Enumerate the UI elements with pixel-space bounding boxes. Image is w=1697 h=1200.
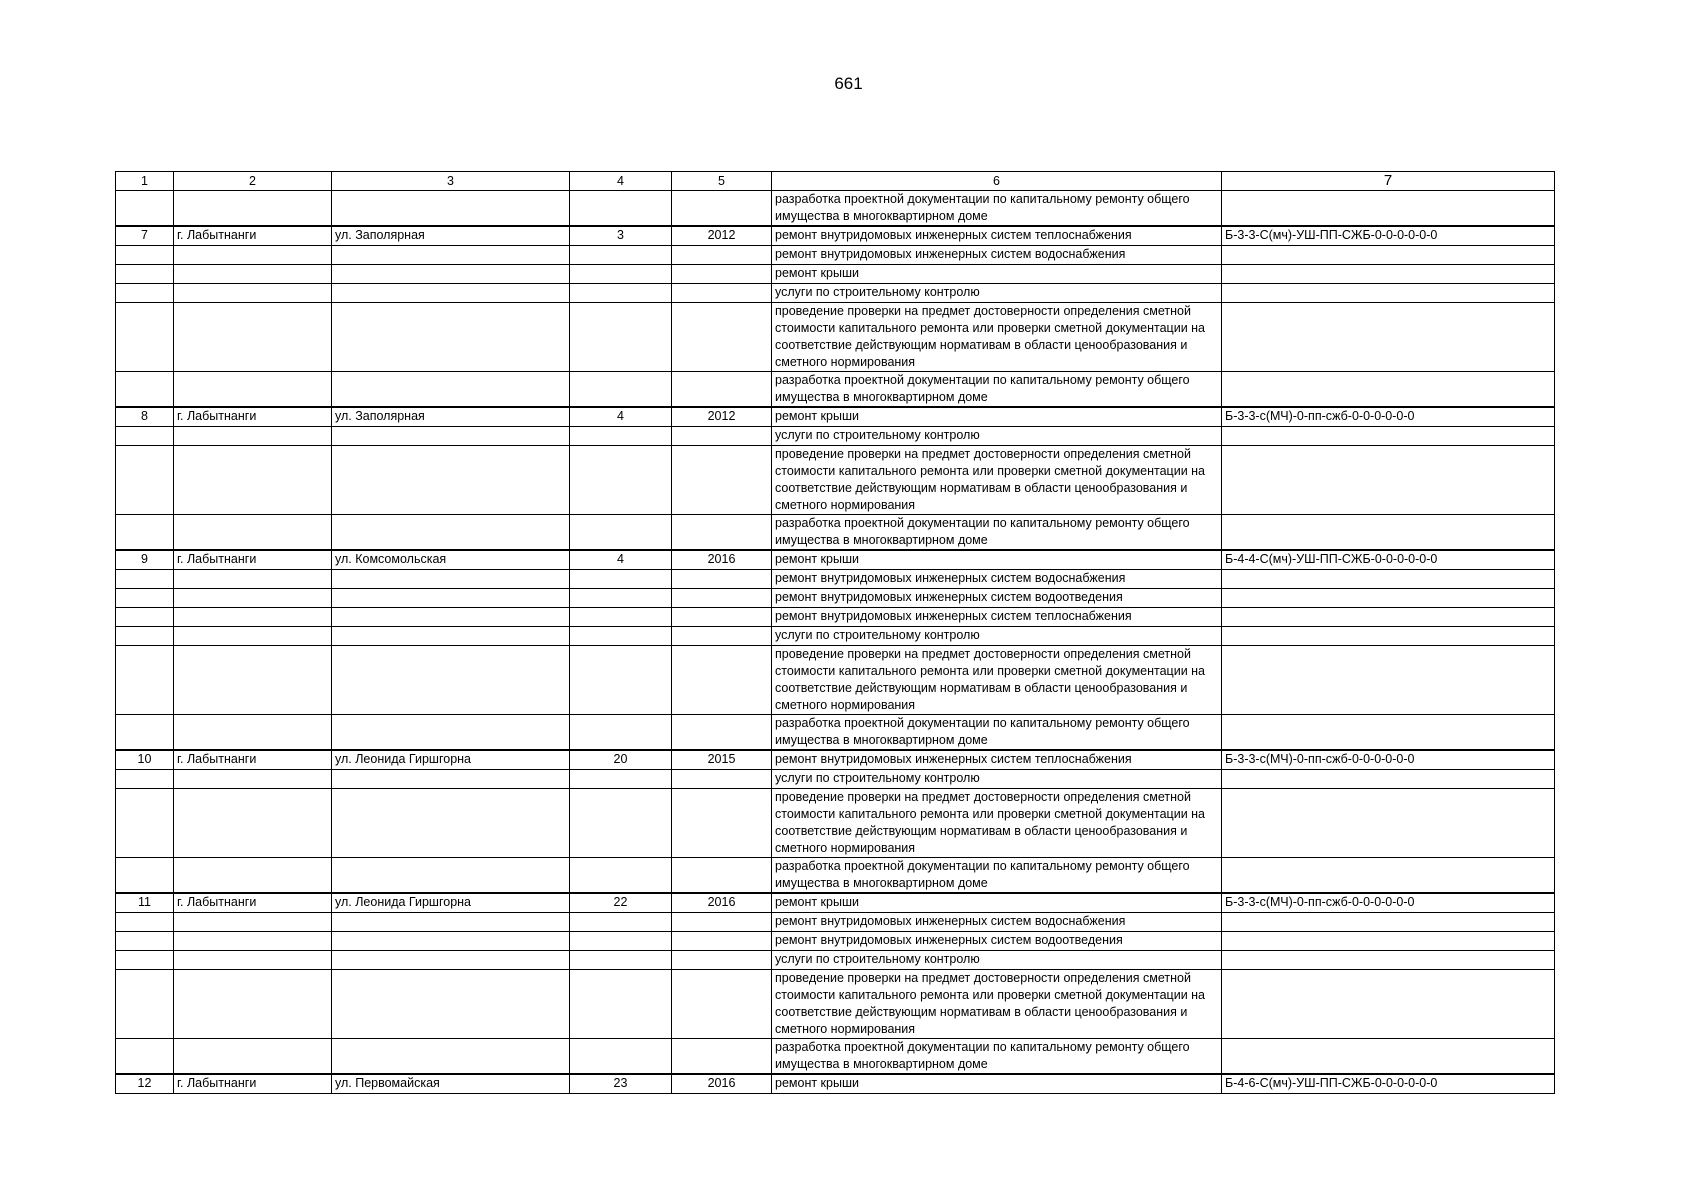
house-number-cell: 23	[570, 1074, 672, 1094]
house-number-cell	[570, 646, 672, 715]
street-cell: ул. Комсомольская	[332, 550, 570, 570]
building-code-cell	[1222, 646, 1555, 715]
work-type-cell: проведение проверки на предмет достоверности определения сметной стоимости капитального ремонта или проверки сметной документации на соответствие действующим нормативам в области ценообразования и сметного нормирования	[772, 303, 1222, 372]
table-row	[116, 789, 1555, 858]
street-cell: ул. Заполярная	[332, 226, 570, 246]
work-type-cell: разработка проектной документации по капитальному ремонту общего имущества в многоквартирном доме	[772, 1039, 1222, 1075]
work-type-cell: ремонт внутридомовых инженерных систем водоснабжения	[772, 246, 1222, 265]
house-number-cell	[570, 770, 672, 789]
year-cell	[672, 715, 772, 751]
building-code-cell: Б-3-3-с(МЧ)-0-пп-сжб-0-0-0-0-0-0	[1222, 750, 1555, 770]
house-number-cell	[570, 932, 672, 951]
building-code-cell	[1222, 951, 1555, 970]
building-code-cell	[1222, 789, 1555, 858]
house-number-cell	[570, 570, 672, 589]
house-number-cell	[570, 1039, 672, 1075]
row-number-cell	[116, 913, 174, 932]
city-cell: г. Лабытнанги	[174, 750, 332, 770]
year-cell: 2012	[672, 407, 772, 427]
street-cell	[332, 932, 570, 951]
street-cell	[332, 789, 570, 858]
house-number-cell	[570, 515, 672, 551]
table-row	[116, 446, 1555, 515]
city-cell: г. Лабытнанги	[174, 893, 332, 913]
row-number-cell	[116, 858, 174, 894]
year-cell	[672, 515, 772, 551]
city-cell	[174, 858, 332, 894]
work-type-cell: ремонт крыши	[772, 407, 1222, 427]
column-header-2: 2	[174, 172, 332, 191]
house-number-cell	[570, 446, 672, 515]
year-cell	[672, 1039, 772, 1075]
house-number-cell: 4	[570, 550, 672, 570]
city-cell	[174, 932, 332, 951]
building-code-cell	[1222, 858, 1555, 894]
year-cell: 2015	[672, 750, 772, 770]
work-type-cell: разработка проектной документации по капитальному ремонту общего имущества в многоквартирном доме	[772, 372, 1222, 408]
building-code-cell: Б-3-3-С(мч)-УШ-ПП-СЖБ-0-0-0-0-0-0	[1222, 226, 1555, 246]
building-code-cell	[1222, 932, 1555, 951]
year-cell	[672, 191, 772, 227]
year-cell	[672, 589, 772, 608]
year-cell	[672, 372, 772, 408]
building-code-cell: Б-4-6-С(мч)-УШ-ПП-СЖБ-0-0-0-0-0-0	[1222, 1074, 1555, 1094]
table-row	[116, 589, 1555, 608]
table-row	[116, 750, 1555, 770]
table-row	[116, 427, 1555, 446]
building-code-cell	[1222, 715, 1555, 751]
building-code-cell	[1222, 372, 1555, 408]
work-type-cell: услуги по строительному контролю	[772, 284, 1222, 303]
building-code-cell	[1222, 589, 1555, 608]
city-cell: г. Лабытнанги	[174, 407, 332, 427]
street-cell	[332, 427, 570, 446]
city-cell	[174, 627, 332, 646]
column-header-5: 5	[672, 172, 772, 191]
house-number-cell	[570, 589, 672, 608]
table-row	[116, 191, 1555, 227]
year-cell	[672, 246, 772, 265]
street-cell	[332, 191, 570, 227]
house-number-cell	[570, 715, 672, 751]
city-cell: г. Лабытнанги	[174, 550, 332, 570]
street-cell	[332, 372, 570, 408]
street-cell	[332, 515, 570, 551]
table-row	[116, 372, 1555, 408]
work-type-cell: разработка проектной документации по капитальному ремонту общего имущества в многоквартирном доме	[772, 515, 1222, 551]
city-cell	[174, 191, 332, 227]
table-row	[116, 226, 1555, 246]
street-cell: ул. Заполярная	[332, 407, 570, 427]
house-number-cell	[570, 284, 672, 303]
work-type-cell: разработка проектной документации по капитальному ремонту общего имущества в многоквартирном доме	[772, 191, 1222, 227]
city-cell	[174, 646, 332, 715]
building-code-cell: Б-3-3-с(МЧ)-0-пп-сжб-0-0-0-0-0-0	[1222, 407, 1555, 427]
row-number-cell	[116, 932, 174, 951]
year-cell: 2012	[672, 226, 772, 246]
table-row	[116, 407, 1555, 427]
work-type-cell: ремонт внутридомовых инженерных систем водоотведения	[772, 589, 1222, 608]
work-type-cell: услуги по строительному контролю	[772, 770, 1222, 789]
table-row	[116, 913, 1555, 932]
repair-register-table	[115, 171, 1555, 1094]
city-cell	[174, 570, 332, 589]
table-row	[116, 246, 1555, 265]
building-code-cell	[1222, 1039, 1555, 1075]
year-cell	[672, 570, 772, 589]
year-cell	[672, 446, 772, 515]
table-row	[116, 970, 1555, 1039]
work-type-cell: ремонт крыши	[772, 550, 1222, 570]
table-row	[116, 646, 1555, 715]
row-number-cell	[116, 646, 174, 715]
work-type-cell: ремонт внутридомовых инженерных систем теплоснабжения	[772, 608, 1222, 627]
building-code-cell	[1222, 570, 1555, 589]
house-number-cell	[570, 627, 672, 646]
street-cell	[332, 303, 570, 372]
street-cell	[332, 265, 570, 284]
city-cell	[174, 1039, 332, 1075]
work-type-cell: проведение проверки на предмет достоверности определения сметной стоимости капитального ремонта или проверки сметной документации на соответствие действующим нормативам в области ценообразования и сметного нормирования	[772, 970, 1222, 1039]
house-number-cell	[570, 427, 672, 446]
row-number-cell	[116, 627, 174, 646]
street-cell	[332, 1039, 570, 1075]
row-number-cell	[116, 951, 174, 970]
work-type-cell: ремонт крыши	[772, 893, 1222, 913]
row-number-cell	[116, 284, 174, 303]
city-cell	[174, 715, 332, 751]
building-code-cell	[1222, 246, 1555, 265]
street-cell: ул. Леонида Гиршгорна	[332, 893, 570, 913]
year-cell	[672, 770, 772, 789]
table-row	[116, 303, 1555, 372]
city-cell	[174, 589, 332, 608]
building-code-cell: Б-4-4-С(мч)-УШ-ПП-СЖБ-0-0-0-0-0-0	[1222, 550, 1555, 570]
street-cell	[332, 858, 570, 894]
year-cell	[672, 913, 772, 932]
year-cell	[672, 646, 772, 715]
work-type-cell: ремонт внутридомовых инженерных систем теплоснабжения	[772, 750, 1222, 770]
row-number-cell	[116, 372, 174, 408]
building-code-cell	[1222, 265, 1555, 284]
table-row	[116, 715, 1555, 751]
work-type-cell: ремонт крыши	[772, 265, 1222, 284]
city-cell: г. Лабытнанги	[174, 1074, 332, 1094]
street-cell	[332, 627, 570, 646]
page-number: 661	[834, 74, 863, 93]
building-code-cell: Б-3-3-с(МЧ)-0-пп-сжб-0-0-0-0-0-0	[1222, 893, 1555, 913]
row-number-cell	[116, 427, 174, 446]
house-number-cell	[570, 858, 672, 894]
year-cell	[672, 932, 772, 951]
row-number-cell: 12	[116, 1074, 174, 1094]
row-number-cell: 7	[116, 226, 174, 246]
column-header-1: 1	[116, 172, 174, 191]
row-number-cell: 9	[116, 550, 174, 570]
year-cell	[672, 627, 772, 646]
row-number-cell	[116, 303, 174, 372]
work-type-cell: проведение проверки на предмет достоверности определения сметной стоимости капитального ремонта или проверки сметной документации на соответствие действующим нормативам в области ценообразования и сметного нормирования	[772, 446, 1222, 515]
table-row	[116, 893, 1555, 913]
building-code-cell	[1222, 970, 1555, 1039]
column-header-row	[116, 172, 1555, 191]
house-number-cell: 20	[570, 750, 672, 770]
house-number-cell	[570, 246, 672, 265]
building-code-cell	[1222, 515, 1555, 551]
street-cell	[332, 715, 570, 751]
city-cell	[174, 951, 332, 970]
year-cell	[672, 265, 772, 284]
house-number-cell	[570, 970, 672, 1039]
table-row	[116, 858, 1555, 894]
table-row	[116, 1074, 1555, 1094]
row-number-cell	[116, 515, 174, 551]
row-number-cell	[116, 589, 174, 608]
table-row	[116, 550, 1555, 570]
row-number-cell	[116, 789, 174, 858]
row-number-cell	[116, 570, 174, 589]
city-cell	[174, 246, 332, 265]
column-header-6: 6	[772, 172, 1222, 191]
street-cell	[332, 913, 570, 932]
year-cell	[672, 303, 772, 372]
building-code-cell	[1222, 191, 1555, 227]
city-cell	[174, 372, 332, 408]
house-number-cell: 3	[570, 226, 672, 246]
street-cell	[332, 446, 570, 515]
table-row	[116, 265, 1555, 284]
house-number-cell	[570, 913, 672, 932]
city-cell	[174, 303, 332, 372]
column-header-3: 3	[332, 172, 570, 191]
table-row	[116, 1039, 1555, 1075]
work-type-cell: разработка проектной документации по капитальному ремонту общего имущества в многоквартирном доме	[772, 858, 1222, 894]
year-cell	[672, 951, 772, 970]
street-cell	[332, 770, 570, 789]
house-number-cell	[570, 951, 672, 970]
city-cell	[174, 515, 332, 551]
work-type-cell: ремонт внутридомовых инженерных систем теплоснабжения	[772, 226, 1222, 246]
street-cell	[332, 246, 570, 265]
table-row	[116, 932, 1555, 951]
street-cell	[332, 570, 570, 589]
row-number-cell	[116, 770, 174, 789]
street-cell	[332, 951, 570, 970]
street-cell	[332, 646, 570, 715]
city-cell	[174, 446, 332, 515]
year-cell	[672, 427, 772, 446]
house-number-cell	[570, 608, 672, 627]
house-number-cell	[570, 303, 672, 372]
work-type-cell: ремонт крыши	[772, 1074, 1222, 1094]
building-code-cell	[1222, 446, 1555, 515]
row-number-cell: 8	[116, 407, 174, 427]
table-row	[116, 608, 1555, 627]
city-cell: г. Лабытнанги	[174, 226, 332, 246]
work-type-cell: проведение проверки на предмет достоверности определения сметной стоимости капитального ремонта или проверки сметной документации на соответствие действующим нормативам в области ценообразования и сметного нормирования	[772, 646, 1222, 715]
city-cell	[174, 913, 332, 932]
row-number-cell: 11	[116, 893, 174, 913]
house-number-cell	[570, 372, 672, 408]
street-cell	[332, 608, 570, 627]
city-cell	[174, 608, 332, 627]
building-code-cell	[1222, 627, 1555, 646]
table-row	[116, 627, 1555, 646]
row-number-cell	[116, 1039, 174, 1075]
house-number-cell	[570, 789, 672, 858]
year-cell: 2016	[672, 1074, 772, 1094]
year-cell	[672, 789, 772, 858]
year-cell	[672, 608, 772, 627]
city-cell	[174, 265, 332, 284]
street-cell	[332, 284, 570, 303]
city-cell	[174, 770, 332, 789]
row-number-cell	[116, 265, 174, 284]
row-number-cell	[116, 191, 174, 227]
table-row	[116, 951, 1555, 970]
year-cell	[672, 284, 772, 303]
house-number-cell: 22	[570, 893, 672, 913]
table-row	[116, 770, 1555, 789]
street-cell: ул. Леонида Гиршгорна	[332, 750, 570, 770]
work-type-cell: проведение проверки на предмет достоверности определения сметной стоимости капитального ремонта или проверки сметной документации на соответствие действующим нормативам в области ценообразования и сметного нормирования	[772, 789, 1222, 858]
work-type-cell: услуги по строительному контролю	[772, 627, 1222, 646]
row-number-cell	[116, 715, 174, 751]
building-code-cell	[1222, 608, 1555, 627]
work-type-cell: услуги по строительному контролю	[772, 427, 1222, 446]
city-cell	[174, 970, 332, 1039]
street-cell	[332, 970, 570, 1039]
row-number-cell	[116, 608, 174, 627]
row-number-cell	[116, 446, 174, 515]
row-number-cell	[116, 970, 174, 1039]
table-body	[116, 172, 1555, 1094]
year-cell: 2016	[672, 550, 772, 570]
work-type-cell: ремонт внутридомовых инженерных систем водоснабжения	[772, 570, 1222, 589]
building-code-cell	[1222, 913, 1555, 932]
column-header-4: 4	[570, 172, 672, 191]
year-cell	[672, 970, 772, 1039]
building-code-cell	[1222, 284, 1555, 303]
work-type-cell: ремонт внутридомовых инженерных систем водоснабжения	[772, 913, 1222, 932]
building-code-cell	[1222, 770, 1555, 789]
city-cell	[174, 427, 332, 446]
work-type-cell: ремонт внутридомовых инженерных систем водоотведения	[772, 932, 1222, 951]
building-code-cell	[1222, 303, 1555, 372]
table-row	[116, 570, 1555, 589]
table-row	[116, 515, 1555, 551]
column-header-7: 7	[1222, 172, 1555, 191]
work-type-cell: разработка проектной документации по капитальному ремонту общего имущества в многоквартирном доме	[772, 715, 1222, 751]
table-row	[116, 284, 1555, 303]
city-cell	[174, 284, 332, 303]
house-number-cell	[570, 265, 672, 284]
row-number-cell: 10	[116, 750, 174, 770]
year-cell: 2016	[672, 893, 772, 913]
street-cell	[332, 589, 570, 608]
house-number-cell: 4	[570, 407, 672, 427]
row-number-cell	[116, 246, 174, 265]
work-type-cell: услуги по строительному контролю	[772, 951, 1222, 970]
house-number-cell	[570, 191, 672, 227]
year-cell	[672, 858, 772, 894]
street-cell: ул. Первомайская	[332, 1074, 570, 1094]
building-code-cell	[1222, 427, 1555, 446]
city-cell	[174, 789, 332, 858]
